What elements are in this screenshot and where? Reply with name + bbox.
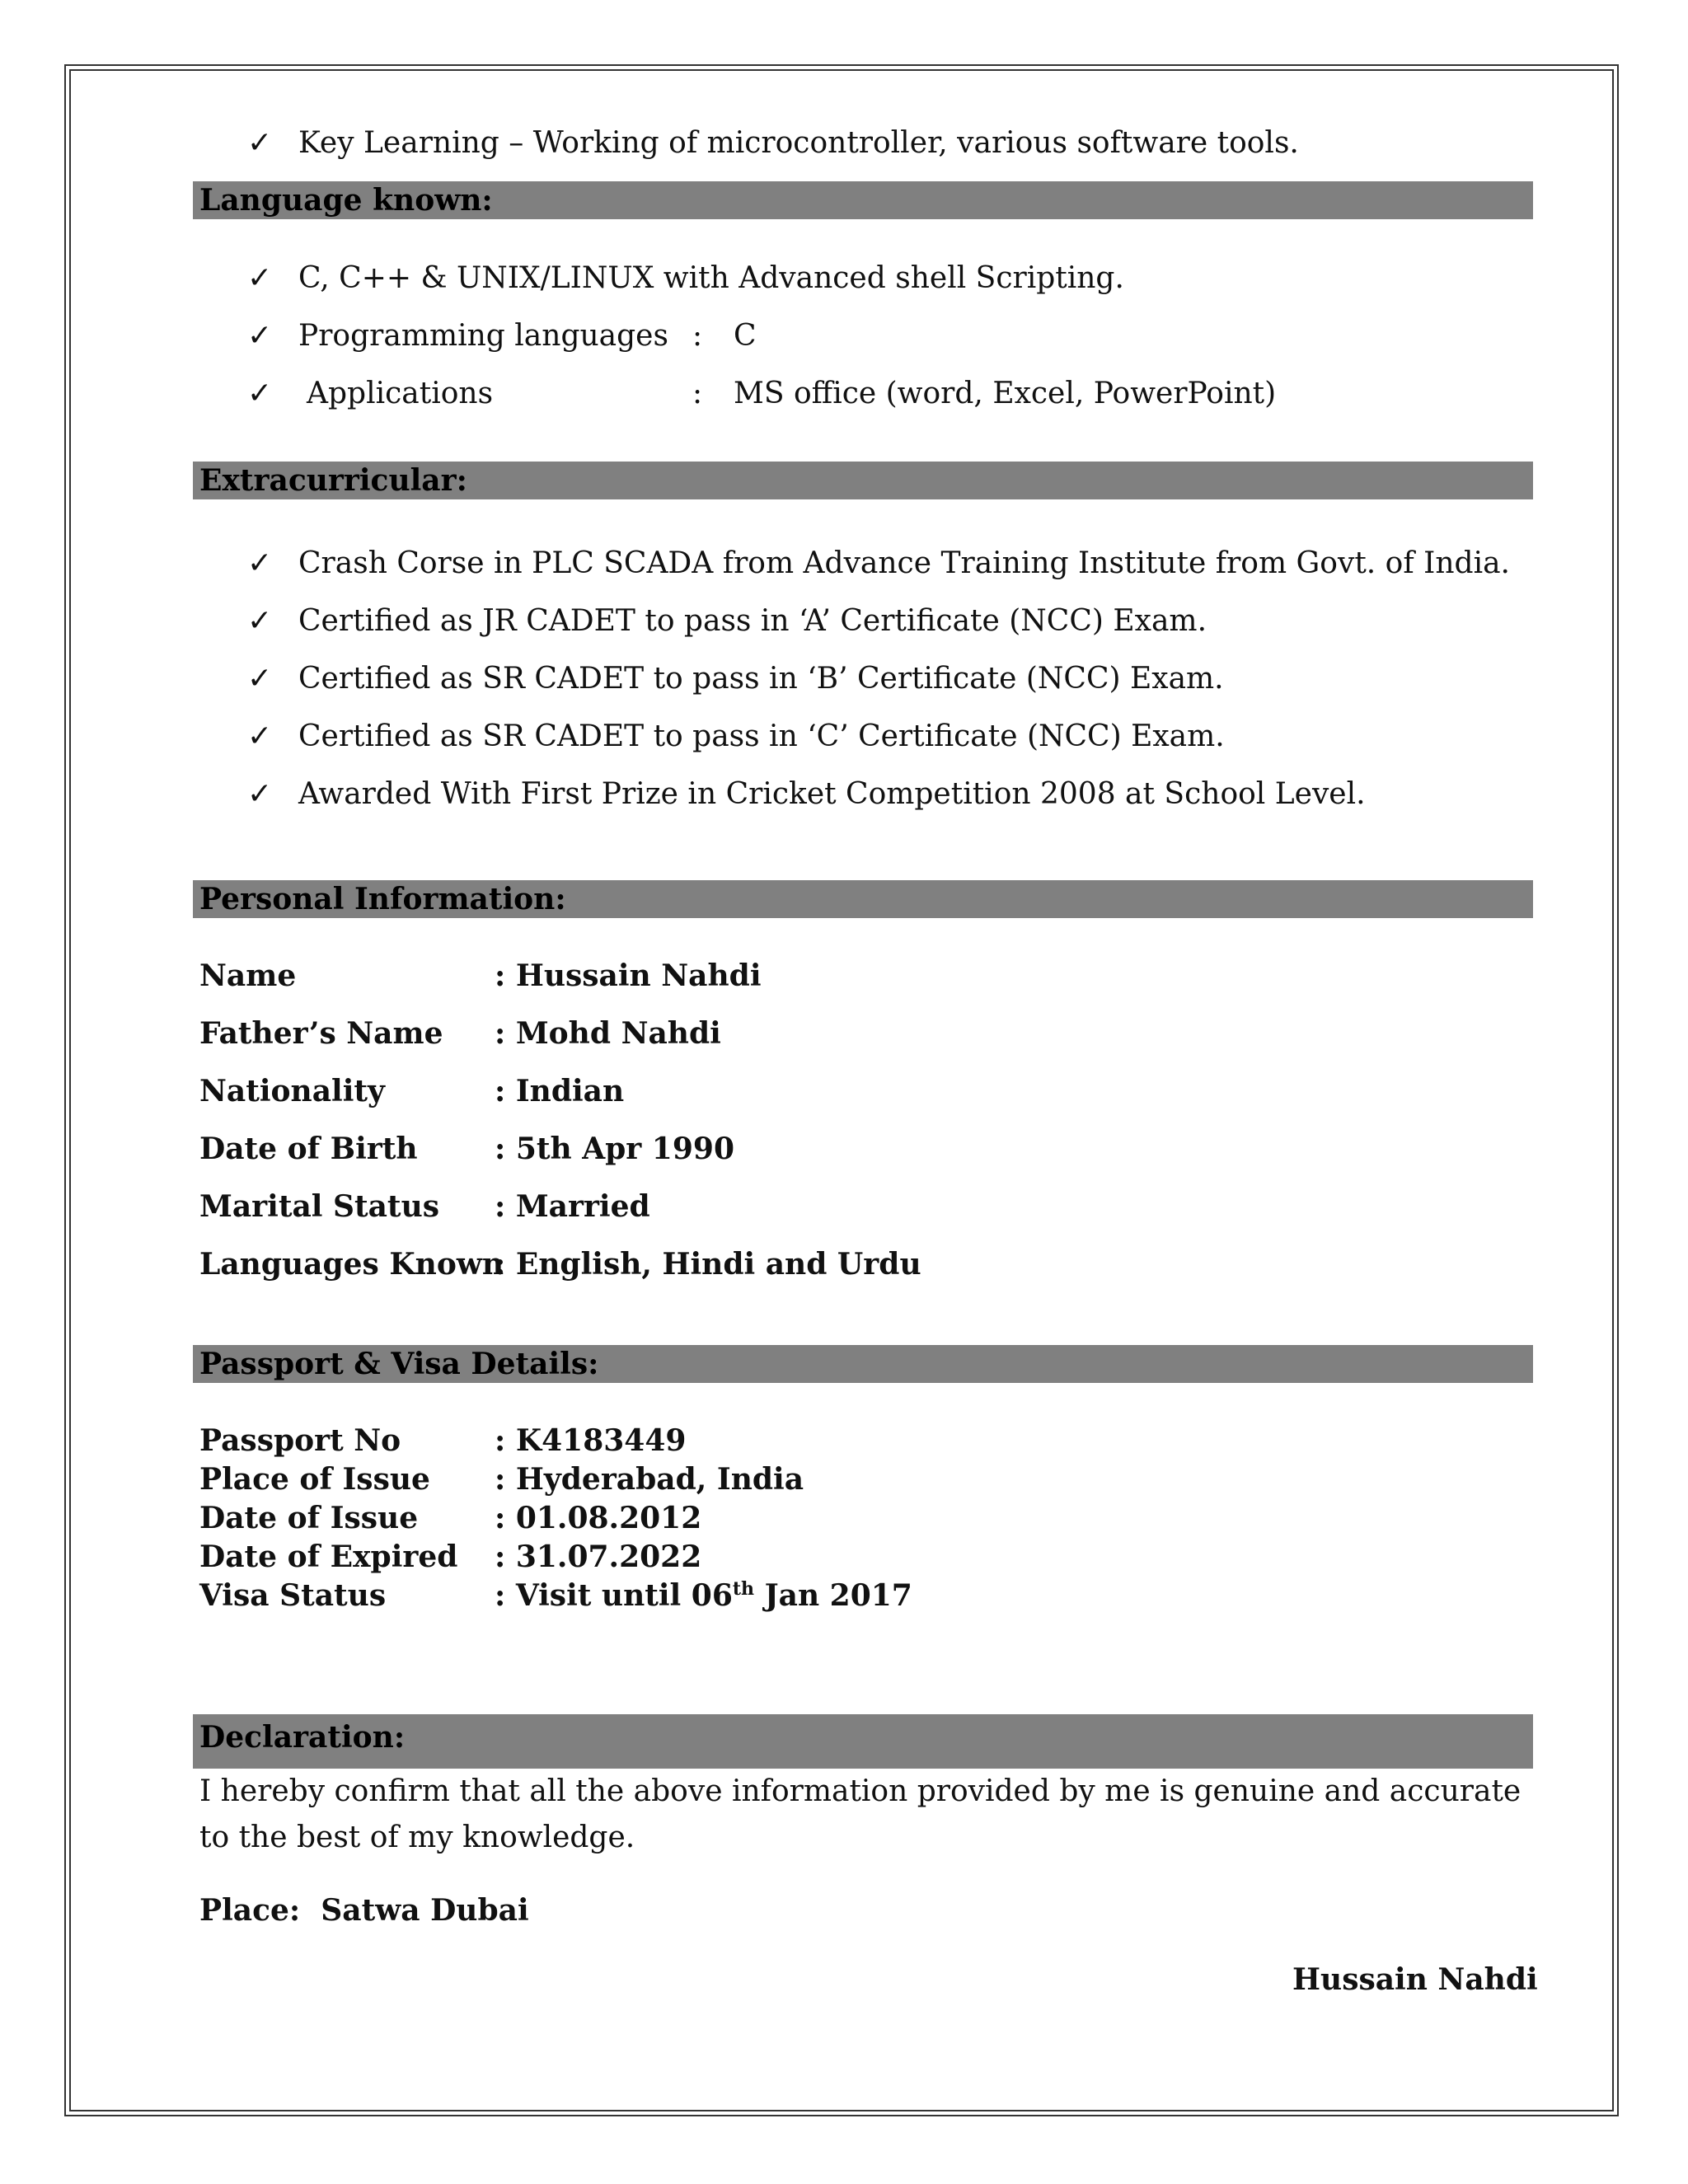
place-line: [199, 1893, 529, 1928]
visa-status-value: [495, 1578, 912, 1613]
check-icon: ✓: [247, 319, 273, 353]
list-item: C, C++ & UNIX/LINUX with Advanced shell Scripting.: [298, 261, 1124, 295]
visa-suffix: Jan 2017: [754, 1578, 912, 1613]
colon-separator: :: [692, 377, 703, 410]
visa-prefix: : Visit until 06: [495, 1578, 733, 1613]
place-value: Satwa Dubai: [321, 1893, 529, 1928]
check-icon: ✓: [247, 377, 273, 410]
field-label: Date of Issue: [199, 1501, 419, 1535]
key-learning-text: Key Learning – Working of microcontroller, various software tools.: [298, 126, 1299, 160]
programming-language-value: C: [734, 319, 757, 353]
field-value: : Hyderabad, India: [495, 1462, 804, 1497]
field-label: Passport No: [199, 1423, 401, 1458]
check-icon: ✓: [247, 126, 273, 160]
field-label: Father’s Name: [199, 1016, 443, 1051]
section-header-declaration: [193, 1714, 1533, 1769]
place-label: Place:: [199, 1893, 301, 1928]
field-label: Visa Status: [199, 1578, 387, 1613]
field-label: Place of Issue: [199, 1462, 430, 1497]
check-icon: ✓: [247, 546, 273, 580]
field-label: Date of Birth: [199, 1132, 418, 1166]
visa-sup: th: [732, 1578, 755, 1600]
check-icon: ✓: [247, 261, 273, 295]
section-title: Declaration:: [199, 1720, 406, 1755]
section-title: Passport & Visa Details:: [199, 1347, 599, 1381]
section-header-language: [193, 181, 1533, 219]
list-item: Applications: [307, 377, 494, 410]
list-item: Certified as SR CADET to pass in ‘B’ Certificate (NCC) Exam.: [298, 662, 1224, 696]
section-title: Language known:: [199, 183, 493, 218]
field-value: : 31.07.2022: [495, 1540, 702, 1574]
field-value: : Mohd Nahdi: [495, 1016, 721, 1051]
check-icon: ✓: [247, 777, 273, 811]
section-title: Personal Information:: [199, 882, 566, 916]
section-header-passport: [193, 1345, 1533, 1383]
check-icon: ✓: [247, 719, 273, 753]
section-header-personal: [193, 880, 1533, 918]
declaration-text: I hereby confirm that all the above information provided by me is genuine and accurate to the best of my knowledge.: [199, 1774, 1522, 1854]
field-label: Languages Known: [199, 1247, 504, 1282]
field-label: Name: [199, 958, 297, 993]
field-label: Date of Expired: [199, 1540, 458, 1574]
section-title: Extracurricular:: [199, 463, 467, 498]
field-value: : 5th Apr 1990: [495, 1132, 735, 1166]
list-item: Crash Corse in PLC SCADA from Advance Training Institute from Govt. of India.: [298, 546, 1510, 580]
list-item: Programming languages: [298, 319, 668, 353]
list-item: Awarded With First Prize in Cricket Competition 2008 at School Level.: [298, 777, 1366, 811]
field-label: Marital Status: [199, 1189, 440, 1224]
check-icon: ✓: [247, 604, 273, 638]
check-icon: ✓: [247, 662, 273, 696]
field-value: : K4183449: [495, 1423, 687, 1458]
applications-value: MS office (word, Excel, PowerPoint): [734, 377, 1277, 410]
field-value: : Hussain Nahdi: [495, 958, 762, 993]
field-value: : Indian: [495, 1074, 625, 1108]
field-label: Nationality: [199, 1074, 385, 1108]
signature-name: Hussain Nahdi: [1292, 1962, 1538, 1997]
field-value: : 01.08.2012: [495, 1501, 702, 1535]
section-header-extracurricular: [193, 462, 1533, 499]
list-item: Certified as JR CADET to pass in ‘A’ Certificate (NCC) Exam.: [298, 604, 1207, 638]
field-value: : English, Hindi and Urdu: [495, 1247, 921, 1282]
field-value: : Married: [495, 1189, 650, 1224]
list-item: Certified as SR CADET to pass in ‘C’ Certificate (NCC) Exam.: [298, 719, 1225, 753]
colon-separator: :: [692, 319, 703, 353]
